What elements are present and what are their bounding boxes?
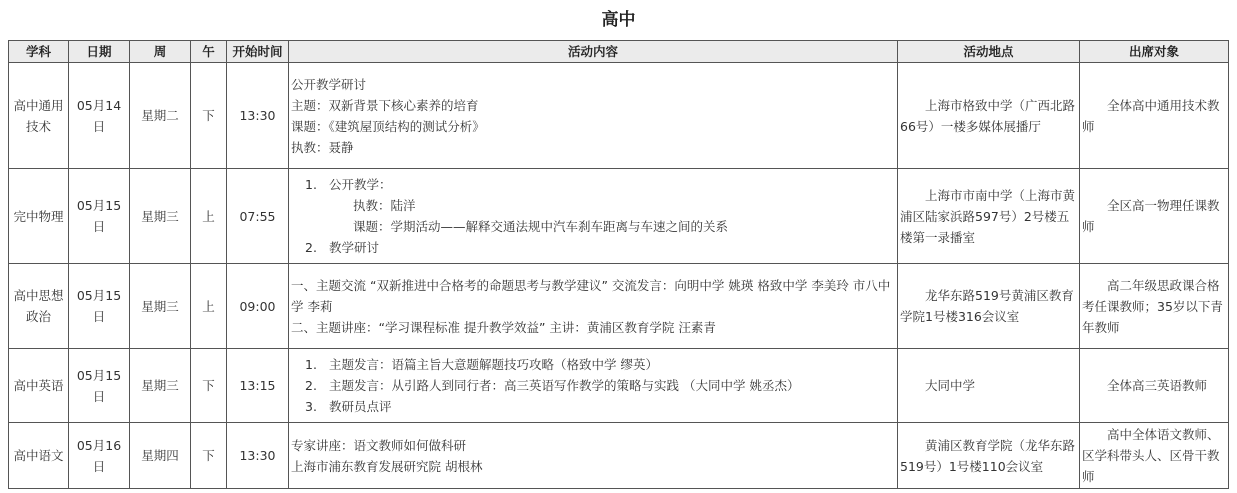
cell-weekday: 星期三: [130, 169, 191, 264]
content-line: 上海市浦东教育发展研究院 胡根林: [291, 458, 483, 474]
header-weekday: 周: [130, 41, 191, 63]
list-subitem: 执教：陆洋: [353, 198, 416, 213]
table-row: [9, 264, 1229, 349]
header-subject: 学科: [9, 41, 69, 63]
list-item-text: 教学研讨: [329, 240, 380, 255]
cell-location: 上海市格致中学（广西北路66号）一楼多媒体展播厅: [898, 63, 1080, 169]
page-title: 高中: [601, 10, 636, 30]
table-header-row: [9, 41, 1229, 63]
cell-period: 上: [191, 169, 227, 264]
cell-date: 05月14日: [69, 63, 130, 169]
cell-time: 09:00: [227, 264, 289, 349]
header-location: 活动地点: [898, 41, 1080, 63]
list-item: [305, 354, 895, 375]
list-item-number: 2.: [305, 378, 317, 393]
cell-subject: 高中英语: [9, 349, 69, 423]
cell-audience: 全区高一物理任课教师: [1080, 169, 1229, 264]
cell-subject: 高中通用技术: [9, 63, 69, 169]
cell-weekday: 星期四: [130, 423, 191, 489]
list-subitem: 课题：学期活动——解释交通法规中汽车刹车距离与车速之间的关系: [353, 219, 729, 234]
cell-location: 龙华东路519号黄浦区教育学院1号楼316会议室: [898, 264, 1080, 349]
cell-content: [289, 169, 898, 264]
list-item: [305, 396, 895, 417]
schedule-table: [8, 40, 1229, 489]
cell-weekday: 星期二: [130, 63, 191, 169]
list-item-text: 主题发言：语篇主旨大意题解题技巧攻略（格致中学 缪英）: [329, 357, 658, 372]
table-row: [9, 423, 1229, 489]
cell-period: 下: [191, 423, 227, 489]
cell-subject: 完中物理: [9, 169, 69, 264]
content-line: 主题：双新背景下核心素养的培育: [291, 97, 479, 113]
content-line: 执教：聂静: [291, 139, 354, 155]
cell-time: 13:30: [227, 423, 289, 489]
list-item: [305, 174, 895, 237]
cell-content: [289, 63, 898, 169]
list-item: [305, 375, 895, 396]
cell-time: 07:55: [227, 169, 289, 264]
list-item-number: 2.: [305, 240, 317, 255]
table-row: [9, 349, 1229, 423]
table-row: [9, 63, 1229, 169]
cell-audience: 高二年级思政课合格考任课教师；35岁以下青年教师: [1080, 264, 1229, 349]
content-line: 二、主题讲座：“学习课程标准 提升教学效益” 主讲：黄浦区教育学院 汪素青: [291, 319, 716, 335]
content-line: 专家讲座：语文教师如何做科研: [291, 437, 467, 453]
cell-date: 05月16日: [69, 423, 130, 489]
cell-period: 下: [191, 349, 227, 423]
cell-content: [289, 423, 898, 489]
cell-date: 05月15日: [69, 169, 130, 264]
cell-location: 黄浦区教育学院（龙华东路519号）1号楼110会议室: [898, 423, 1080, 489]
cell-weekday: 星期三: [130, 349, 191, 423]
list-item-text: 主题发言：从引路人到同行者：高三英语写作教学的策略与实践 （大同中学 姚丞杰）: [329, 378, 800, 393]
list-item-number: 1.: [305, 177, 317, 192]
content-list: [291, 354, 895, 417]
cell-audience: 全体高中通用技术教师: [1080, 63, 1229, 169]
content-line: 一、主题交流 “双新推进中合格考的命题思考与教学建议” 交流发言：向明中学 姚瑛 格致中学 李美玲 市八中学 李莉: [291, 277, 891, 314]
cell-location: 上海市市南中学（上海市黄浦区陆家浜路597号）2号楼五楼第一录播室: [898, 169, 1080, 264]
cell-location: 大同中学: [898, 349, 1080, 423]
cell-subject: 高中思想政治: [9, 264, 69, 349]
list-item-number: 3.: [305, 399, 317, 414]
table-row: [9, 169, 1229, 264]
cell-time: 13:30: [227, 63, 289, 169]
cell-time: 13:15: [227, 349, 289, 423]
content-line: 公开教学研讨: [291, 76, 367, 92]
list-item-number: 1.: [305, 357, 317, 372]
cell-audience: 高中全体语文教师、区学科带头人、区骨干教师: [1080, 423, 1229, 489]
cell-audience: 全体高三英语教师: [1080, 349, 1229, 423]
cell-period: 下: [191, 63, 227, 169]
cell-content: [289, 264, 898, 349]
cell-date: 05月15日: [69, 349, 130, 423]
list-item-text: 公开教学：: [329, 177, 392, 192]
cell-weekday: 星期三: [130, 264, 191, 349]
header-date: 日期: [69, 41, 130, 63]
cell-subject: 高中语文: [9, 423, 69, 489]
header-content: 活动内容: [289, 41, 898, 63]
cell-period: 上: [191, 264, 227, 349]
content-line: 课题：《建筑屋顶结构的测试分析》: [291, 118, 485, 134]
header-start-time: 开始时间: [227, 41, 289, 63]
header-audience: 出席对象: [1080, 41, 1229, 63]
list-item-text: 教研员点评: [329, 399, 392, 414]
content-list: [291, 174, 895, 258]
header-period: 午: [191, 41, 227, 63]
cell-content: [289, 349, 898, 423]
cell-date: 05月15日: [69, 264, 130, 349]
list-item: [305, 237, 895, 258]
